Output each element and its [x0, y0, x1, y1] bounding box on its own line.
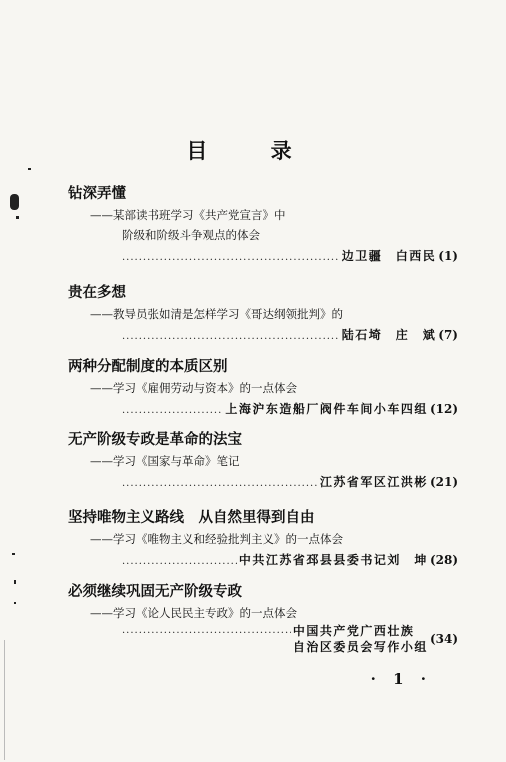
toc-entry-author: 上海沪东造船厂阀件车间小车四组 [225, 402, 428, 416]
toc-entry-page[interactable]: (34) [429, 632, 458, 646]
author-line-1: 中国共产党广西壮族 [292, 624, 415, 638]
scan-mark [16, 216, 19, 219]
toc-entry-subtitle: ——某部读书班学习《共产党宣言》中 [90, 208, 286, 222]
toc-entry-leader [68, 324, 458, 348]
dot-leader [122, 473, 318, 495]
toc-entry-2[interactable] [68, 282, 458, 348]
toc-entry-author: 边卫疆 白西民 [341, 249, 437, 263]
toc-entry-3[interactable] [68, 356, 458, 422]
toc-entry-subtitle: ——学习《雇佣劳动与资本》的一点体会 [90, 381, 297, 395]
toc-entry-title: 坚持唯物主义路线 从自然里得到自由 [68, 509, 315, 526]
toc-entry-leader [68, 245, 458, 269]
toc-entry-leader [68, 471, 458, 495]
toc-entry-page[interactable]: (7) [438, 328, 458, 342]
dot-leader [122, 623, 291, 639]
scan-mark [10, 194, 19, 210]
toc-entry-page[interactable]: (12) [429, 402, 458, 416]
toc-entry-title: 贵在多想 [68, 284, 126, 301]
toc-entry-subtitle: ——学习《国家与革命》笔记 [90, 454, 240, 468]
toc-entry-author [291, 623, 428, 655]
scan-mark [14, 602, 16, 604]
toc-entry-leader [68, 549, 458, 573]
toc-entry-subtitle: ——学习《唯物主义和经验批判主义》的一点体会 [90, 532, 343, 546]
toc-entry-title: 无产阶级专政是革命的法宝 [68, 431, 242, 448]
toc-entry-title: 钻深弄懂 [68, 185, 126, 202]
toc-entry-page[interactable]: (1) [438, 249, 458, 263]
toc-entry-leader [68, 623, 458, 655]
toc-entry-5[interactable] [68, 507, 458, 573]
dot-leader [122, 247, 340, 269]
toc-entry-author: 中共江苏省邳县县委书记刘 坤 [238, 553, 428, 567]
toc-entry-subtitle-cont: 阶级和阶级斗争观点的体会 [122, 228, 260, 242]
toc-entry-4[interactable] [68, 429, 458, 495]
toc-entry-1[interactable] [68, 183, 458, 269]
dot-leader [122, 551, 237, 573]
scan-mark [28, 168, 31, 170]
scan-mark [12, 553, 15, 555]
author-line-2: 自治区委员会写作小组 [292, 640, 428, 654]
page-title: 目 录 [186, 138, 320, 163]
toc-entry-subtitle: ——学习《论人民民主专政》的一点体会 [90, 606, 297, 620]
toc-entry-page[interactable]: (21) [429, 475, 458, 489]
toc-entry-page[interactable]: (28) [429, 553, 458, 567]
toc-entry-leader [68, 398, 458, 422]
scan-mark [4, 640, 5, 760]
toc-entry-subtitle: ——教导员张如清是怎样学习《哥达纲领批判》的 [90, 307, 343, 321]
scan-mark [14, 580, 16, 584]
toc-entry-author: 江苏省军区江洪彬 [319, 475, 428, 489]
toc-entry-6[interactable] [68, 581, 458, 655]
dot-leader [122, 400, 223, 422]
toc-entry-author: 陆石埼 庄 斌 [341, 328, 437, 342]
toc-entry-title: 两种分配制度的本质区别 [68, 358, 228, 375]
page-number: · 1 · [370, 670, 432, 688]
toc-entry-title: 必须继续巩固无产阶级专政 [68, 583, 242, 600]
dot-leader [122, 326, 340, 348]
